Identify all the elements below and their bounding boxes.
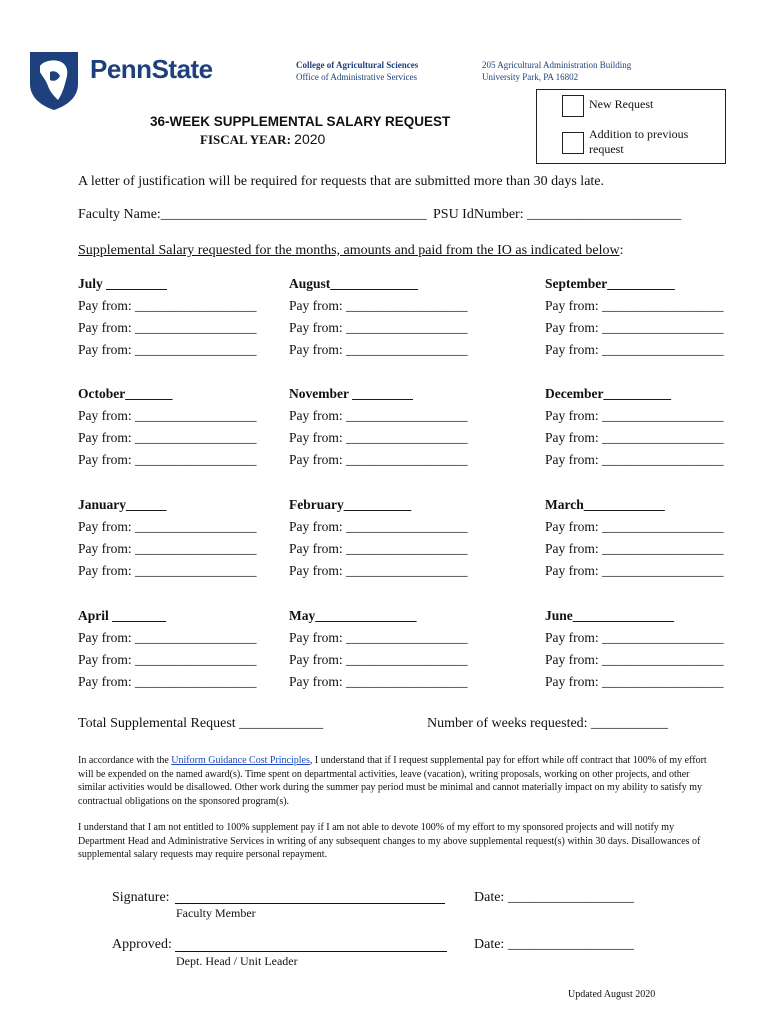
month-label-may[interactable]: May_______________ [289,608,417,623]
addition-label-line2: request [589,142,624,156]
fiscal-year-value[interactable]: 2020 [294,131,326,147]
month-label-november[interactable]: November _________ [289,386,413,401]
month-label-october[interactable]: October_______ [78,386,173,401]
college-name: College of Agricultural Sciences [296,60,419,70]
pay-from-field-september-3[interactable]: Pay from: __________________ [545,342,724,357]
pay-from-field-september-2[interactable]: Pay from: __________________ [545,320,724,335]
pay-from-field-april-1[interactable]: Pay from: __________________ [78,630,257,645]
date-field-2[interactable]: Date: __________________ [474,937,634,952]
pay-from-field-may-3[interactable]: Pay from: __________________ [289,674,468,689]
addition-checkbox[interactable] [562,132,584,154]
pay-from-field-august-1[interactable]: Pay from: __________________ [289,298,468,313]
addition-label [589,127,688,157]
signature-label: Signature: [112,890,170,905]
pay-from-field-february-3[interactable]: Pay from: __________________ [289,563,468,578]
month-label-august[interactable]: August_____________ [289,276,419,291]
pay-from-field-june-2[interactable]: Pay from: __________________ [545,652,724,667]
psu-id-field[interactable]: PSU IdNumber: ______________________ [433,207,682,222]
pay-from-field-june-3[interactable]: Pay from: __________________ [545,674,724,689]
date-field-1[interactable]: Date: __________________ [474,890,634,905]
pay-from-field-april-2[interactable]: Pay from: __________________ [78,652,257,667]
college-block [296,59,418,83]
pay-from-field-may-2[interactable]: Pay from: __________________ [289,652,468,667]
pay-from-field-october-3[interactable]: Pay from: __________________ [78,452,257,467]
pay-from-field-march-2[interactable]: Pay from: __________________ [545,541,724,556]
month-label-september[interactable]: September__________ [545,276,675,291]
address-line-2: University Park, PA 16802 [482,72,579,82]
updated-footer: Updated August 2020 [568,989,656,1000]
pay-from-field-november-3[interactable]: Pay from: __________________ [289,452,468,467]
signature-line[interactable] [175,903,445,904]
supplemental-heading-colon: : [619,243,624,258]
month-label-april[interactable]: April ________ [78,608,167,623]
fiscal-year-label: FISCAL YEAR: [200,132,291,147]
pay-from-field-july-2[interactable]: Pay from: __________________ [78,320,257,335]
agreement-paragraph-2: I understand that I am not entitled to 100% supplement pay if I am not able to devote 100% of my effort to my sponsored projects and will notify my Department Head and Administrative Services in writing of any subsequent changes to my above supplemental request(s) within 30 days. Disallowances of supplemental salary requests may require personal repayment. [78,822,701,860]
pay-from-field-september-1[interactable]: Pay from: __________________ [545,298,724,313]
approved-label: Approved: [112,937,172,952]
penn-state-logo [28,50,228,112]
address-line-1: 205 Agricultural Administration Building [482,60,632,70]
pay-from-field-june-1[interactable]: Pay from: __________________ [545,630,724,645]
month-label-june[interactable]: June_______________ [545,608,675,623]
request-type-box [536,89,726,164]
pay-from-field-july-3[interactable]: Pay from: __________________ [78,342,257,357]
uniform-guidance-link[interactable]: Uniform Guidance Cost Principles [171,755,310,766]
dept-head-caption: Dept. Head / Unit Leader [176,954,298,968]
pay-from-field-december-1[interactable]: Pay from: __________________ [545,408,724,423]
pay-from-field-april-3[interactable]: Pay from: __________________ [78,674,257,689]
fiscal-year [200,131,325,148]
agreement-paragraph-1 [78,754,718,808]
pay-from-field-january-3[interactable]: Pay from: __________________ [78,563,257,578]
pay-from-field-march-1[interactable]: Pay from: __________________ [545,519,724,534]
pay-from-field-november-2[interactable]: Pay from: __________________ [289,430,468,445]
pay-from-field-december-3[interactable]: Pay from: __________________ [545,452,724,467]
faculty-name-field[interactable]: Faculty Name:______________________________________ [78,207,427,222]
pay-from-field-january-1[interactable]: Pay from: __________________ [78,519,257,534]
weeks-requested-field[interactable]: Number of weeks requested: ___________ [427,716,669,731]
approved-line[interactable] [175,951,447,952]
pay-from-field-march-3[interactable]: Pay from: __________________ [545,563,724,578]
office-name: Office of Administrative Services [296,72,418,82]
address-block [482,59,631,83]
pay-from-field-july-1[interactable]: Pay from: __________________ [78,298,257,313]
pay-from-field-december-2[interactable]: Pay from: __________________ [545,430,724,445]
pay-from-field-may-1[interactable]: Pay from: __________________ [289,630,468,645]
pay-from-field-august-2[interactable]: Pay from: __________________ [289,320,468,335]
pay-from-field-january-2[interactable]: Pay from: __________________ [78,541,257,556]
supplemental-heading-text: Supplemental Salary requested for the months, amounts and paid from the IO as indicated below [78,243,620,258]
total-request-field[interactable]: Total Supplemental Request ____________ [78,716,324,731]
month-label-july[interactable]: July _________ [78,276,167,291]
justification-note: A letter of justification will be required for requests that are submitted more than 30 days late. [78,174,605,189]
month-label-february[interactable]: February__________ [289,497,412,512]
supplemental-heading [78,243,623,259]
pay-from-field-october-2[interactable]: Pay from: __________________ [78,430,257,445]
month-label-january[interactable]: January______ [78,497,167,512]
nittany-lion-shield-icon [28,50,80,112]
agreement-p1-prefix: In accordance with the [78,755,172,766]
month-label-december[interactable]: December__________ [545,386,671,401]
logo-wordmark: PennState [90,54,213,84]
new-request-checkbox[interactable] [562,95,584,117]
pay-from-field-october-1[interactable]: Pay from: __________________ [78,408,257,423]
form-title: 36-WEEK SUPPLEMENTAL SALARY REQUEST [150,114,451,129]
pay-from-field-november-1[interactable]: Pay from: __________________ [289,408,468,423]
faculty-member-caption: Faculty Member [176,906,256,920]
month-label-march[interactable]: March____________ [545,497,665,512]
agreement-p1-rest: , I understand that if I request supplemental pay for effort while off contract that 100% of my effort will be expended on the named award(s). Time spent on departmental activities, leave (vacation), writing proposals, working on other projects, and other similar activities would be disallowed. Other work during the summer pay period must be minimal and cannot materially impact on my ability to satisfy my contractual obligations on the sponsored program(s). [78,755,707,807]
addition-label-line1: Addition to previous [589,127,689,141]
pay-from-field-february-2[interactable]: Pay from: __________________ [289,541,468,556]
pay-from-field-february-1[interactable]: Pay from: __________________ [289,519,468,534]
new-request-label: New Request [589,97,654,111]
pay-from-field-august-3[interactable]: Pay from: __________________ [289,342,468,357]
